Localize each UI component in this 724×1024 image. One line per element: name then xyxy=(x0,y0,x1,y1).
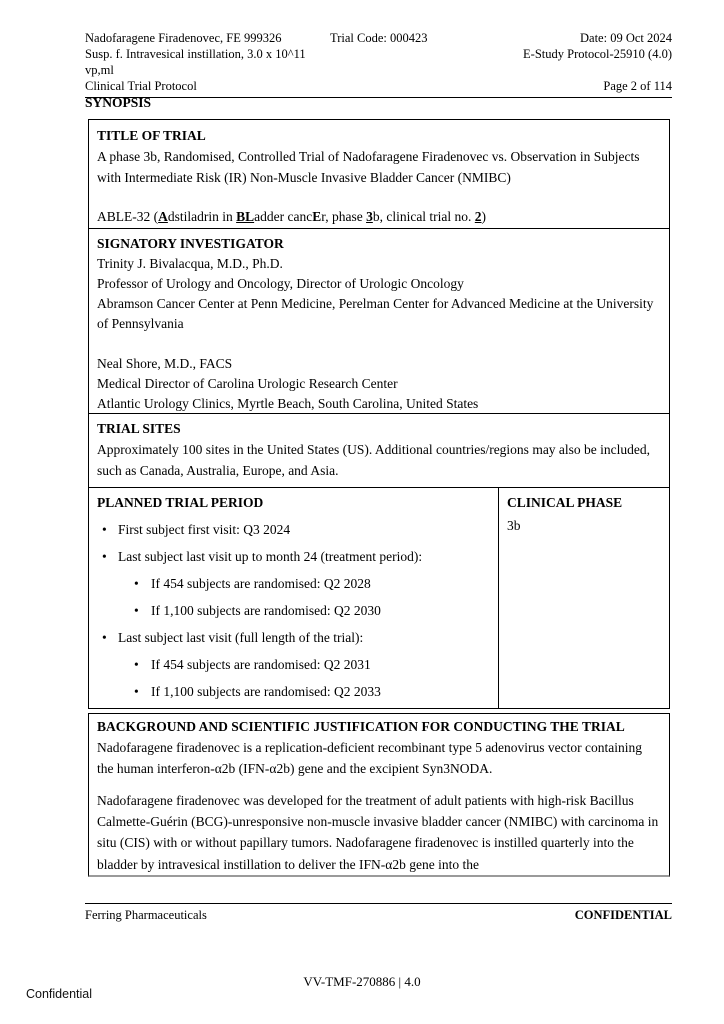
bullet-icon: • xyxy=(102,549,107,564)
trial-code: Trial Code: 000423 xyxy=(330,31,428,45)
clinical-phase-value: 3b xyxy=(507,518,521,533)
text-run: 3 xyxy=(366,208,373,224)
header-row-3 xyxy=(85,78,672,94)
bullet-text: If 454 subjects are randomised: Q2 2031 xyxy=(151,657,371,672)
bullet-text: If 454 subjects are randomised: Q2 2028 xyxy=(151,576,371,591)
text-run: adder canc xyxy=(254,208,313,224)
document-type: Clinical Trial Protocol xyxy=(85,79,197,93)
bullet-icon: • xyxy=(134,576,139,591)
header-row-2 xyxy=(85,46,672,78)
header-row3-center xyxy=(330,78,520,94)
bullet-item xyxy=(97,600,490,621)
bullet-text: First subject first visit: Q3 2024 xyxy=(118,522,291,537)
trial-title-text: A phase 3b, Randomised, Controlled Trial of Nadofaragene Firadenovec vs. Observation in Subjects with Intermediate Risk (IR) Non-Muscle Invasive Bladder Cancer (NMIBC) xyxy=(97,149,640,186)
planned-trial-period-heading: PLANNED TRIAL PERIOD xyxy=(97,495,264,510)
trial-sites-row xyxy=(89,413,669,487)
product-name: Nadofaragene Firadenovec, FE 999326 xyxy=(85,31,282,45)
planned-trial-period-cell xyxy=(89,488,498,708)
text-line: Neal Shore, M.D., FACS xyxy=(97,356,233,371)
page-header xyxy=(85,30,672,98)
bullet-item xyxy=(97,519,490,540)
title-of-trial-heading: TITLE OF TRIAL xyxy=(97,128,206,143)
text-line: Trinity J. Bivalacqua, M.D., Ph.D. xyxy=(97,256,283,271)
bullet-item xyxy=(97,546,490,567)
clinical-phase-heading: CLINICAL PHASE xyxy=(507,495,623,510)
signatory-investigator-heading: SIGNATORY INVESTIGATOR xyxy=(97,236,284,251)
text-line: Atlantic Urology Clinics, Myrtle Beach, South Carolina, United States xyxy=(97,396,479,411)
bullet-icon: • xyxy=(134,657,139,672)
header-date: Date: 09 Oct 2024 xyxy=(580,31,672,45)
blank-line xyxy=(97,334,661,354)
blank-line xyxy=(97,779,661,790)
bullet-item xyxy=(97,627,490,648)
protocol-version: E-Study Protocol-25910 (4.0) xyxy=(523,47,672,61)
text-line: Medical Director of Carolina Urologic Research Center xyxy=(97,376,398,391)
bullet-icon: • xyxy=(102,522,107,537)
trial-sites-text: Approximately 100 sites in the United States (US). Additional countries/regions may also be included, such as Canada, Australia, Europe, and Asia. xyxy=(97,442,651,479)
signatory-investigator-row xyxy=(89,228,669,413)
background-section xyxy=(88,713,670,877)
background-paragraph-2: Nadofaragene firadenovec was developed for the treatment of adult patients with high-risk Bacillus Calmette-Guérin (BCG)-unresponsive non-muscle invasive bladder cancer (NMIBC) with carcinoma in situ (CIS) with or without papillary tumors. Nadofaragene firadenovec is instilled quarterly into the bladder by intravesical instillation to deliver the IFN-α2b gene into the xyxy=(97,792,659,872)
text-line: Abramson Cancer Center at Penn Medicine, Perelman Center for Advanced Medicine at the University of Pennsylvania xyxy=(97,296,654,331)
formulation: Susp. f. Intravesical instillation, 3.0 x 10^11 vp,ml xyxy=(85,47,306,77)
page-number: Page 2 of 114 xyxy=(603,79,672,93)
text-run: ) xyxy=(481,208,487,224)
document-id: VV-TMF-270886 | 4.0 xyxy=(303,974,421,989)
bullet-text: Last subject last visit up to month 24 (treatment period): xyxy=(118,549,423,564)
text-run: A xyxy=(158,208,168,224)
trial-acronym-text xyxy=(97,206,661,227)
text-run: E xyxy=(312,208,322,224)
background-paragraph-1: Nadofaragene firadenovec is a replication-deficient recombinant type 5 adenovirus vector containing the human interferon-α2b (IFN-α2b) gene and the excipient Syn3NODA. xyxy=(97,739,643,776)
bullet-text: Last subject last visit (full length of the trial): xyxy=(118,630,364,645)
text-run: 2 xyxy=(474,208,482,224)
text-run: BL xyxy=(236,208,255,224)
header-row2-center xyxy=(330,46,520,78)
bullet-item xyxy=(97,654,490,675)
trial-sites-heading: TRIAL SITES xyxy=(97,421,181,436)
text-run: b, clinical trial no. xyxy=(372,208,475,224)
clinical-phase-cell xyxy=(498,488,669,708)
confidential-stamp: Confidential xyxy=(26,987,93,1001)
bullet-item xyxy=(97,573,490,594)
text-run: ABLE-32 ( xyxy=(97,208,159,224)
text-run: r, phase xyxy=(321,208,367,224)
synopsis-heading: SYNOPSIS xyxy=(85,95,152,110)
bullet-icon: • xyxy=(134,603,139,618)
signatory-investigator-lines xyxy=(97,254,661,413)
text-run: dstiladrin in xyxy=(167,208,237,224)
confidential-label: CONFIDENTIAL xyxy=(574,908,672,922)
text-line: Professor of Urology and Oncology, Director of Urologic Oncology xyxy=(97,276,464,291)
planned-trial-period-row xyxy=(89,487,669,708)
title-of-trial-row xyxy=(89,120,669,228)
blank-line xyxy=(97,189,661,206)
bullet-item xyxy=(97,681,490,702)
bullet-text: If 1,100 subjects are randomised: Q2 2030 xyxy=(151,603,381,618)
bullet-icon: • xyxy=(102,630,107,645)
page-footer xyxy=(85,903,672,923)
planned-trial-period-bullets xyxy=(97,519,490,702)
background-heading: BACKGROUND AND SCIENTIFIC JUSTIFICATION FOR CONDUCTING THE TRIAL xyxy=(97,719,625,734)
company-name: Ferring Pharmaceuticals xyxy=(85,908,207,922)
bullet-text: If 1,100 subjects are randomised: Q2 2033 xyxy=(151,684,381,699)
header-row-1 xyxy=(85,30,672,46)
synopsis-table xyxy=(88,119,670,709)
bullet-icon: • xyxy=(134,684,139,699)
